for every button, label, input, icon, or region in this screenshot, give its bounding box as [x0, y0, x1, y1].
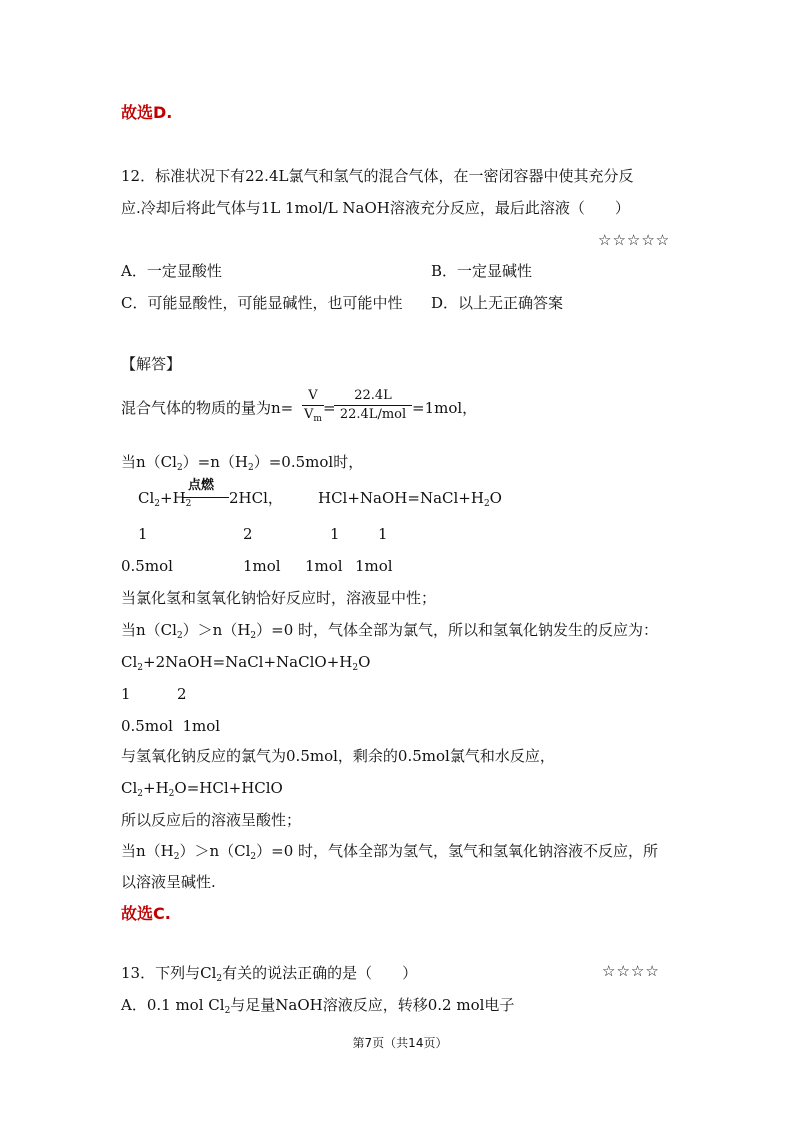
fraction-volume-ratio [334, 387, 412, 424]
equation-2: $HCl+NaOH=NaCl+H_2O$ [318, 489, 502, 509]
amount-line: 0.5mol 1mol [121, 717, 221, 735]
remain-text: 与氢氧化钠反应的氯气为0.5mol，剩余的0.5mol氯气和水反应， [121, 747, 555, 765]
q12-text-line2: 应.冷却后将此气体与1L 1mol/L NaOH溶液充分反应，最后此溶液（ ） [121, 199, 630, 217]
document-page: 故选D. 12．标准状况下有22.4L氯气和氢气的混合气体，在一密闭容器中使其充分反 应.冷却后将此气体与1L 1mol/L NaOH溶液充分反应，最后此溶液（ ） ☆☆☆☆☆ A．一定显酸性 B．一定显碱性 C．可能显酸性，可能显碱性，也可能中性 D．以上无正确答案 【解答】 混合气体的物质的量为n= V $V_m$ = 22.4L 22.4L/mol =1mol， 当$n(Cl_2)=n(H_2)=0.5mol$时， $Cl_2+H_2$ 点燃 2HCl， $HCl+NaOH=NaCl+H_2O$ 1 2 1 1 0.5mol 1mol 1mol 1mol 当氯化氢和氢氧化钠恰好反应时，溶液显中性； 当$n(Cl_2)>n(H_2)=0$ 时，气体全部为氯气，所以和氢氧化钠发生的反应为： $Cl_2+2NaOH=NaCl+NaClO+H_2O$ 1 2 0.5mol 1mol 与氢氧化钠反应的氯气为0.5mol，剩余的0.5mol氯气和水反应， $Cl_2+H_2O=HCl+HClO$ 所以反应后的溶液呈酸性； 当$n(H_2)>n(Cl_2)=0$ 时，气体全部为氢气，氢气和氢氧化钠溶液不反应，所 以溶液呈碱性. 故选C. 13．下列与$Cl_2$有关的说法正确的是（ ） ☆☆☆☆ A．0.1 mol $Cl_2$与足量NaOH溶液反应，转移0.2 mol电子 第7页（共14页） [0, 0, 800, 1132]
answer: 故选C. [121, 904, 171, 923]
coefficient: 1 [378, 525, 388, 543]
q13-option-a: A．0.1 mol $Cl_2$与足量NaOH溶液反应，转移0.2 mol电子 [121, 996, 515, 1016]
amount: 1mol [305, 557, 343, 575]
mix-suffix: =1mol， [412, 399, 478, 417]
reaction-arrow [183, 497, 229, 498]
amount: 1mol [355, 557, 393, 575]
fraction-numerator: V [308, 388, 318, 403]
fraction-denominator: V [304, 407, 314, 422]
coefficient: 1 [330, 525, 340, 543]
solution-heading: 【解答】 [121, 355, 182, 373]
coefficient: 2 [177, 685, 187, 703]
equation-1-left: $Cl_2+H_2$ [138, 489, 192, 509]
q12-option-d: D．以上无正确答案 [431, 294, 564, 312]
mix-prefix: 混合气体的物质的量为n= [121, 399, 294, 417]
subscript: m [313, 414, 322, 424]
amount: 0.5mol [121, 557, 173, 575]
difficulty-stars: ☆☆☆☆ [602, 962, 660, 980]
equation-4: $Cl_2+H_2O=HCl+HClO$ [121, 779, 283, 799]
reaction-condition: 点燃 [188, 478, 215, 493]
case3-line: 当$n(H_2)>n(Cl_2)=0$ 时，气体全部为氢气，氢气和氢氧化钠溶液不反应，所 [121, 842, 659, 862]
q13-text-line1: 13．下列与$Cl_2$有关的说法正确的是（ ） [121, 964, 418, 984]
case2-line: 当$n(Cl_2)>n(H_2)=0$ 时，气体全部为氯气，所以和氢氧化钠发生的反应为： [121, 621, 659, 641]
q12-option-c: C．可能显酸性，可能显碱性，也可能中性 [121, 294, 403, 312]
fraction-v-over-vm [302, 387, 324, 428]
equation-1-right: 2HCl， [229, 489, 283, 507]
q12-text-line1: 12．标准状况下有22.4L氯气和氢气的混合气体，在一密闭容器中使其充分反 [121, 167, 634, 185]
page-footer: 第7页（共14页） [352, 1036, 448, 1050]
amount: 1mol [243, 557, 281, 575]
difficulty-stars: ☆☆☆☆☆ [598, 231, 671, 249]
acid-text: 所以反应后的溶液呈酸性； [121, 811, 302, 829]
equation-3: $Cl_2+2NaOH=NaCl+NaClO+H_2O$ [121, 653, 371, 673]
fraction-denominator: 22.4L/mol [339, 407, 407, 422]
case3-line2: 以溶液呈碱性. [121, 873, 216, 891]
neutral-text: 当氯化氢和氢氧化钠恰好反应时，溶液显中性； [121, 589, 437, 607]
q12-option-a: A．一定显酸性 [121, 262, 222, 280]
coefficient: 1 [138, 525, 148, 543]
case1-line: 当$n(Cl_2)=n(H_2)=0.5mol$时， [121, 453, 364, 473]
coefficient: 2 [243, 525, 253, 543]
prev-answer: 故选D. [121, 103, 173, 122]
fraction-numerator: 22.4L [354, 388, 392, 403]
coefficient: 1 [121, 685, 131, 703]
q12-option-b: B．一定显碱性 [431, 262, 533, 280]
